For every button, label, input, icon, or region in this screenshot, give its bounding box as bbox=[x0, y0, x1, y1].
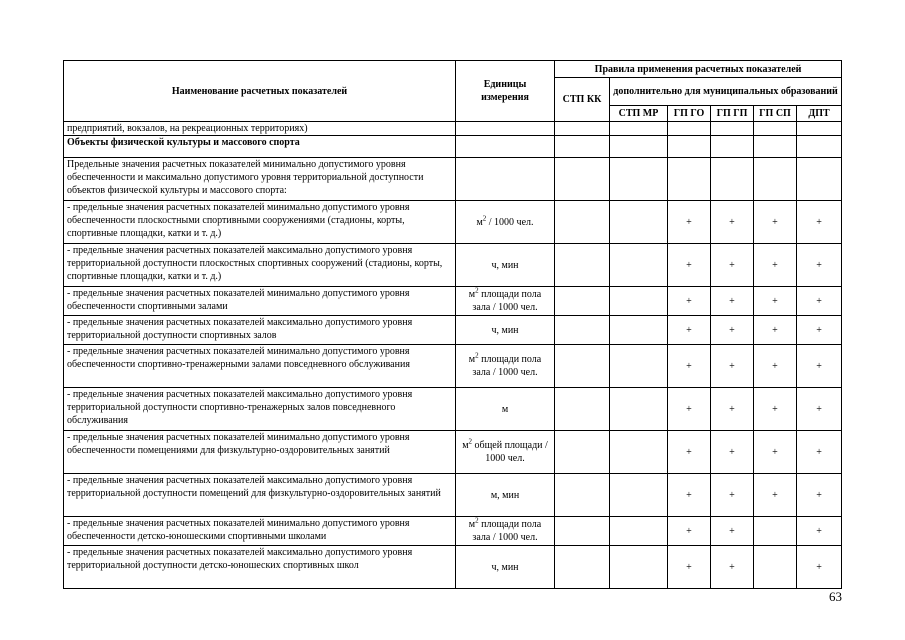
applicability-mark: + bbox=[711, 244, 754, 287]
applicability-mark bbox=[797, 158, 842, 201]
table-row bbox=[64, 546, 842, 589]
indicator-unit bbox=[456, 517, 555, 546]
applicability-mark bbox=[754, 158, 797, 201]
applicability-mark: + bbox=[711, 316, 754, 345]
applicability-mark bbox=[555, 287, 610, 316]
table-row bbox=[64, 136, 842, 158]
indicator-unit bbox=[456, 201, 555, 244]
table-row bbox=[64, 244, 842, 287]
applicability-mark: + bbox=[797, 474, 842, 517]
table-row bbox=[64, 316, 842, 345]
section-heading: Объекты физической культуры и массового спорта bbox=[64, 136, 456, 158]
applicability-mark: + bbox=[754, 244, 797, 287]
applicability-mark: + bbox=[711, 345, 754, 388]
applicability-mark bbox=[555, 517, 610, 546]
applicability-mark bbox=[610, 345, 668, 388]
indicator-name: - предельные значения расчетных показателей максимально допустимого уровня территориальной доступности детско-юношеских спортивных школ bbox=[64, 546, 456, 589]
applicability-mark: + bbox=[754, 201, 797, 244]
indicator-unit: м, мин bbox=[456, 474, 555, 517]
indicator-name: - предельные значения расчетных показателей минимально допустимого уровня обеспеченности спортивно-тренажерными залами повседневного обслуживания bbox=[64, 345, 456, 388]
applicability-mark bbox=[797, 122, 842, 136]
applicability-mark bbox=[555, 201, 610, 244]
applicability-mark bbox=[555, 546, 610, 589]
header-name-column: Наименование расчетных показателей bbox=[64, 61, 456, 122]
applicability-mark: + bbox=[797, 287, 842, 316]
applicability-mark bbox=[555, 158, 610, 201]
applicability-mark: + bbox=[797, 244, 842, 287]
indicator-unit: ч, мин bbox=[456, 244, 555, 287]
applicability-mark bbox=[555, 122, 610, 136]
applicability-mark: + bbox=[754, 388, 797, 431]
indicator-unit: м bbox=[456, 388, 555, 431]
applicability-mark bbox=[754, 122, 797, 136]
header-gp-sp: ГП СП bbox=[754, 106, 797, 122]
indicator-name: - предельные значения расчетных показателей максимально допустимого уровня территориальной доступности помещений для физкультурно-оздоровительных занятий bbox=[64, 474, 456, 517]
header-rules-group: Правила применения расчетных показателей bbox=[555, 61, 842, 78]
table-header bbox=[64, 61, 842, 122]
indicators-table bbox=[63, 60, 842, 589]
table-body bbox=[64, 122, 842, 589]
applicability-mark: + bbox=[668, 388, 711, 431]
applicability-mark: + bbox=[668, 546, 711, 589]
indicator-name: - предельные значения расчетных показателей максимально допустимого уровня территориальной доступности плоскостных спортивных сооружений (стадионы, корты, спортивные площадки, катки и т. д.) bbox=[64, 244, 456, 287]
applicability-mark: + bbox=[668, 244, 711, 287]
indicator-name: - предельные значения расчетных показателей минимально допустимого уровня обеспеченности плоскостными спортивными сооружениями (стадионы, корты, спортивные площадки, катки и т. д.) bbox=[64, 201, 456, 244]
table-row bbox=[64, 201, 842, 244]
applicability-mark: + bbox=[711, 517, 754, 546]
header-extra-group: дополнительно для муниципальных образований bbox=[610, 78, 842, 106]
applicability-mark bbox=[711, 136, 754, 158]
applicability-mark bbox=[711, 158, 754, 201]
header-gp-go: ГП ГО bbox=[668, 106, 711, 122]
applicability-mark bbox=[555, 136, 610, 158]
indicator-name: - предельные значения расчетных показателей минимально допустимого уровня обеспеченности детско-юношескими спортивными школами bbox=[64, 517, 456, 546]
applicability-mark bbox=[668, 158, 711, 201]
applicability-mark: + bbox=[711, 546, 754, 589]
indicator-name: Предельные значения расчетных показателей минимально допустимого уровня обеспеченности и максимально допустимого уровня территориальной доступности объектов физической культуры и массового спорта: bbox=[64, 158, 456, 201]
applicability-mark: + bbox=[754, 316, 797, 345]
applicability-mark: + bbox=[711, 431, 754, 474]
applicability-mark: + bbox=[797, 546, 842, 589]
applicability-mark bbox=[610, 136, 668, 158]
applicability-mark bbox=[610, 158, 668, 201]
unit-rest: площади пола зала / 1000 чел. bbox=[472, 519, 542, 543]
indicator-unit: ч, мин bbox=[456, 316, 555, 345]
applicability-mark bbox=[610, 388, 668, 431]
unit-rest: площади пола зала / 1000 чел. bbox=[472, 289, 542, 313]
applicability-mark: + bbox=[797, 345, 842, 388]
applicability-mark bbox=[555, 244, 610, 287]
applicability-mark: + bbox=[754, 474, 797, 517]
applicability-mark bbox=[610, 316, 668, 345]
applicability-mark: + bbox=[797, 316, 842, 345]
applicability-mark: + bbox=[668, 287, 711, 316]
applicability-mark: + bbox=[668, 431, 711, 474]
table-row bbox=[64, 345, 842, 388]
indicator-unit bbox=[456, 122, 555, 136]
unit-base: м bbox=[468, 519, 476, 530]
applicability-mark bbox=[555, 388, 610, 431]
applicability-mark bbox=[555, 345, 610, 388]
indicator-name: предприятий, вокзалов, на рекреационных территориях) bbox=[64, 122, 456, 136]
table-row bbox=[64, 517, 842, 546]
applicability-mark bbox=[610, 122, 668, 136]
applicability-mark bbox=[754, 546, 797, 589]
indicator-unit bbox=[456, 345, 555, 388]
unit-base: м bbox=[468, 354, 476, 365]
table-row bbox=[64, 431, 842, 474]
table-row bbox=[64, 287, 842, 316]
applicability-mark: + bbox=[668, 517, 711, 546]
applicability-mark bbox=[668, 122, 711, 136]
unit-exponent: 2 bbox=[468, 437, 473, 446]
indicator-name: - предельные значения расчетных показателей минимально допустимого уровня обеспеченности помещениями для физкультурно-оздоровительных занятий bbox=[64, 431, 456, 474]
indicator-unit bbox=[456, 431, 555, 474]
unit-rest: / 1000 чел. bbox=[486, 216, 534, 228]
applicability-mark bbox=[610, 431, 668, 474]
table-row bbox=[64, 388, 842, 431]
applicability-mark: + bbox=[668, 474, 711, 517]
header-dpt: ДПТ bbox=[797, 106, 842, 122]
applicability-mark bbox=[555, 474, 610, 517]
applicability-mark: + bbox=[797, 517, 842, 546]
applicability-mark bbox=[711, 122, 754, 136]
applicability-mark: + bbox=[797, 431, 842, 474]
applicability-mark: + bbox=[668, 345, 711, 388]
applicability-mark bbox=[610, 287, 668, 316]
indicator-name: - предельные значения расчетных показателей максимально допустимого уровня территориальной доступности спортивно-тренажерных залов повседневного обслуживания bbox=[64, 388, 456, 431]
applicability-mark bbox=[754, 136, 797, 158]
applicability-mark: + bbox=[668, 316, 711, 345]
applicability-mark bbox=[610, 201, 668, 244]
applicability-mark bbox=[610, 244, 668, 287]
indicator-name: - предельные значения расчетных показателей максимально допустимого уровня территориальной доступности спортивных залов bbox=[64, 316, 456, 345]
applicability-mark: + bbox=[797, 201, 842, 244]
applicability-mark bbox=[555, 431, 610, 474]
applicability-mark: + bbox=[754, 345, 797, 388]
applicability-mark: + bbox=[711, 388, 754, 431]
applicability-mark: + bbox=[797, 388, 842, 431]
page-number: 63 bbox=[829, 589, 842, 604]
indicator-unit bbox=[456, 287, 555, 316]
unit-exponent: 2 bbox=[482, 214, 487, 223]
applicability-mark bbox=[668, 136, 711, 158]
applicability-mark: + bbox=[754, 287, 797, 316]
header-stp-kk: СТП КК bbox=[555, 78, 610, 122]
unit-exponent: 2 bbox=[475, 286, 479, 295]
unit-base: м bbox=[462, 440, 469, 451]
unit-exponent: 2 bbox=[475, 351, 479, 360]
indicator-name: - предельные значения расчетных показателей минимально допустимого уровня обеспеченности спортивными залами bbox=[64, 287, 456, 316]
applicability-mark: + bbox=[668, 201, 711, 244]
applicability-mark bbox=[610, 474, 668, 517]
unit-rest: общей площади / 1000 чел. bbox=[472, 440, 548, 464]
applicability-mark: + bbox=[711, 201, 754, 244]
unit-exponent: 2 bbox=[475, 516, 479, 525]
indicator-unit bbox=[456, 158, 555, 201]
applicability-mark bbox=[610, 517, 668, 546]
applicability-mark bbox=[797, 136, 842, 158]
indicator-unit: ч, мин bbox=[456, 546, 555, 589]
applicability-mark: + bbox=[711, 474, 754, 517]
indicator-unit bbox=[456, 136, 555, 158]
table-row bbox=[64, 122, 842, 136]
unit-base: м bbox=[476, 216, 483, 228]
header-gp-gp: ГП ГП bbox=[711, 106, 754, 122]
applicability-mark bbox=[754, 517, 797, 546]
applicability-mark: + bbox=[754, 431, 797, 474]
table-row bbox=[64, 474, 842, 517]
unit-rest: площади пола зала / 1000 чел. bbox=[472, 354, 542, 378]
unit-base: м bbox=[468, 289, 476, 300]
table-row bbox=[64, 158, 842, 201]
applicability-mark bbox=[555, 316, 610, 345]
applicability-mark bbox=[610, 546, 668, 589]
applicability-mark: + bbox=[711, 287, 754, 316]
header-units-column: Единицы измерения bbox=[456, 61, 555, 122]
header-stp-mr: СТП МР bbox=[610, 106, 668, 122]
